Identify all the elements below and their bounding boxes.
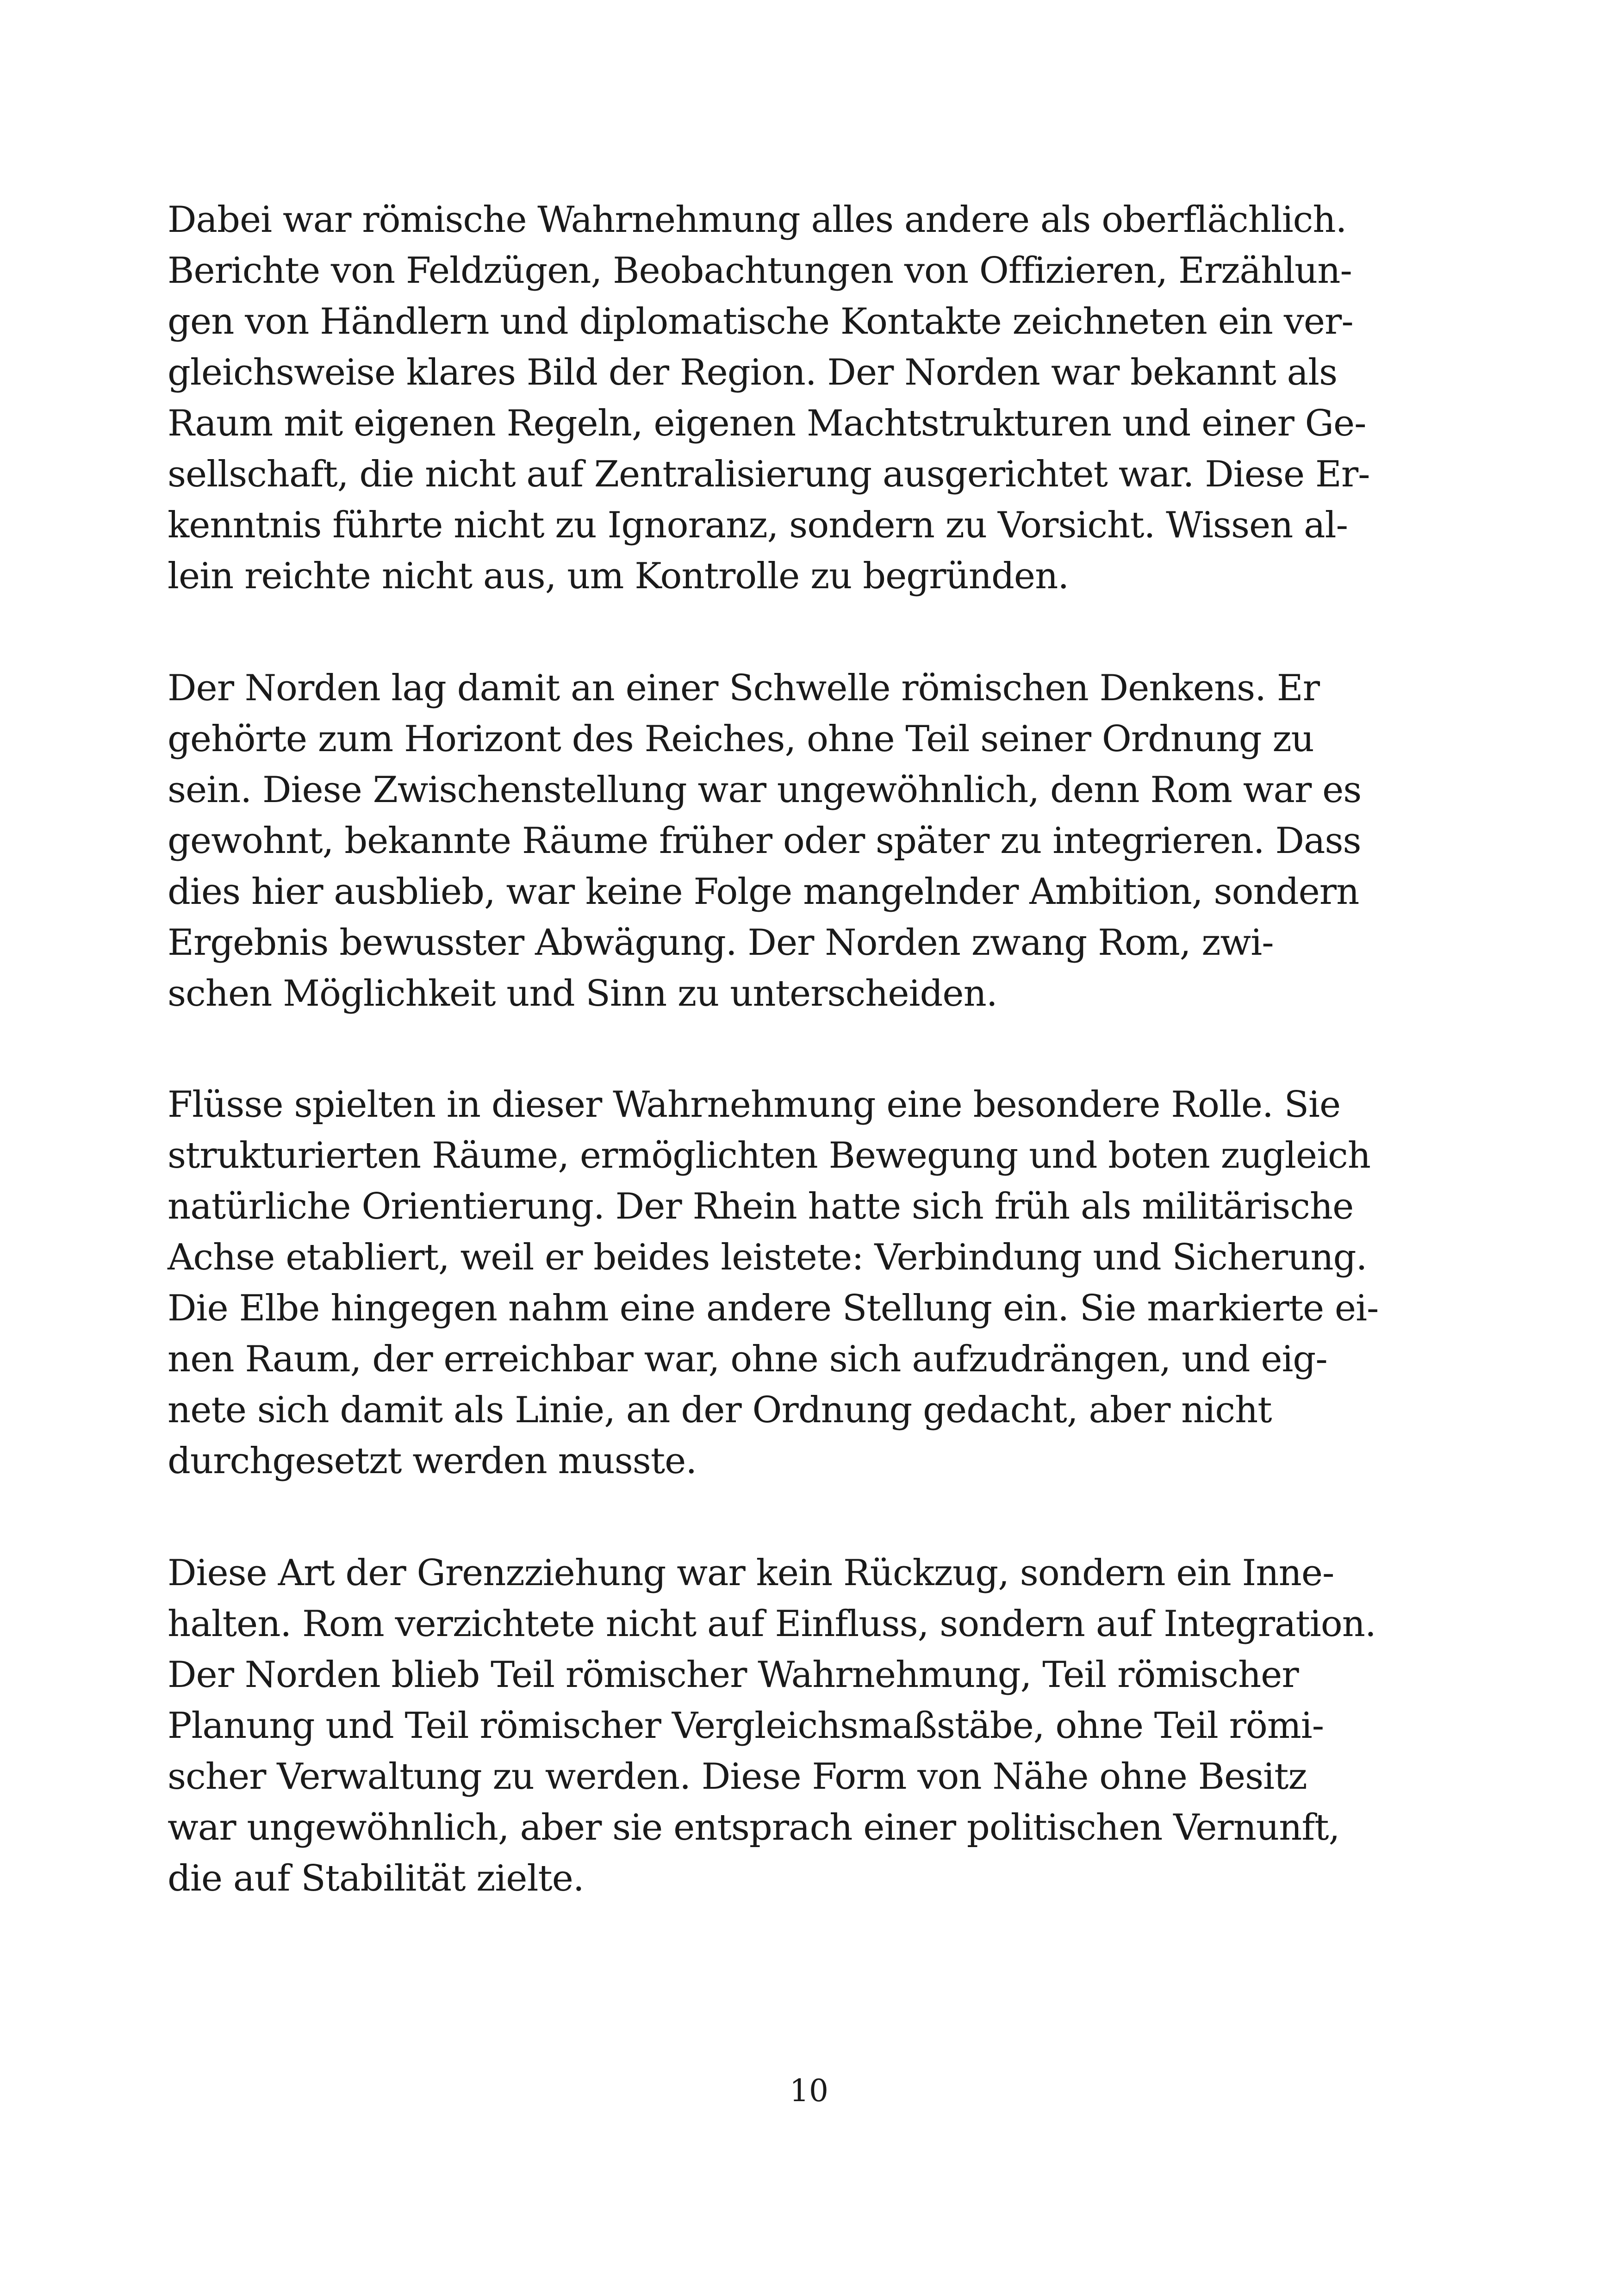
text-line: halten. Rom verzichtete nicht auf Einfluss, sondern auf Integration. [168, 1603, 1376, 1645]
text-line: Ergebnis bewusster Abwägung. Der Norden zwang Rom, zwi- [168, 922, 1274, 964]
text-line: sein. Diese Zwischenstellung war ungewöhnlich, denn Rom war es [168, 769, 1362, 811]
text-line: Diese Art der Grenzziehung war kein Rückzug, sondern ein Inne- [168, 1552, 1334, 1594]
text-line: schen Möglichkeit und Sinn zu unterscheiden. [168, 973, 997, 1014]
text-line: gen von Händlern und diplomatische Kontakte zeichneten ein ver- [168, 301, 1353, 342]
text-line: natürliche Orientierung. Der Rhein hatte sich früh als militärische [168, 1186, 1354, 1227]
text-line: war ungewöhnlich, aber sie entsprach einer politischen Vernunft, [168, 1807, 1340, 1848]
text-line: sellschaft, die nicht auf Zentralisierung ausgerichtet war. Diese Er- [168, 454, 1370, 495]
text-line: strukturierten Räume, ermöglichten Bewegung und boten zugleich [168, 1135, 1370, 1176]
text-line: Der Norden lag damit an einer Schwelle römischen Denkens. Er [168, 667, 1320, 709]
text-line: Raum mit eigenen Regeln, eigenen Machtstrukturen und einer Ge- [168, 403, 1366, 444]
text-line: gleichsweise klares Bild der Region. Der Norden war bekannt als [168, 352, 1338, 393]
text-line: Flüsse spielten in dieser Wahrnehmung eine besondere Rolle. Sie [168, 1084, 1341, 1126]
paragraph-1 [168, 194, 1369, 602]
text-line: Planung und Teil römischer Vergleichsmaßstäbe, ohne Teil römi- [168, 1705, 1324, 1747]
text-line: die auf Stabilität zielte. [168, 1858, 584, 1899]
paragraph-4 [168, 1548, 1376, 1904]
text-line: Berichte von Feldzügen, Beobachtungen von Offizieren, Erzählun- [168, 250, 1352, 292]
text-line: Die Elbe hingegen nahm eine andere Stellung ein. Sie markierte ei- [168, 1288, 1379, 1329]
text-line: Achse etabliert, weil er beides leistete: Verbindung und Sicherung. [168, 1237, 1367, 1278]
text-line: kenntnis führte nicht zu Ignoranz, sondern zu Vorsicht. Wissen al- [168, 504, 1348, 546]
text-line: gewohnt, bekannte Räume früher oder später zu integrieren. Dass [168, 820, 1361, 862]
text-line: gehörte zum Horizont des Reiches, ohne Teil seiner Ordnung zu [168, 718, 1314, 760]
text-line: nen Raum, der erreichbar war, ohne sich aufzudrängen, und eig- [168, 1338, 1327, 1380]
text-line: durchgesetzt werden musste. [168, 1440, 697, 1482]
text-line: Der Norden blieb Teil römischer Wahrnehmung, Teil römischer [168, 1654, 1299, 1696]
paragraph-3 [168, 1079, 1378, 1487]
text-line: dies hier ausblieb, war keine Folge mangelnder Ambition, sondern [168, 871, 1359, 913]
page-number: 10 [790, 2073, 828, 2109]
text-line: scher Verwaltung zu werden. Diese Form von Nähe ohne Besitz [168, 1756, 1307, 1798]
text-line: lein reichte nicht aus, um Kontrolle zu begründen. [168, 555, 1069, 597]
text-line: nete sich damit als Linie, an der Ordnung gedacht, aber nicht [168, 1389, 1272, 1431]
text-line: Dabei war römische Wahrnehmung alles andere als oberflächlich. [168, 199, 1347, 241]
paragraph-2 [168, 663, 1361, 1019]
